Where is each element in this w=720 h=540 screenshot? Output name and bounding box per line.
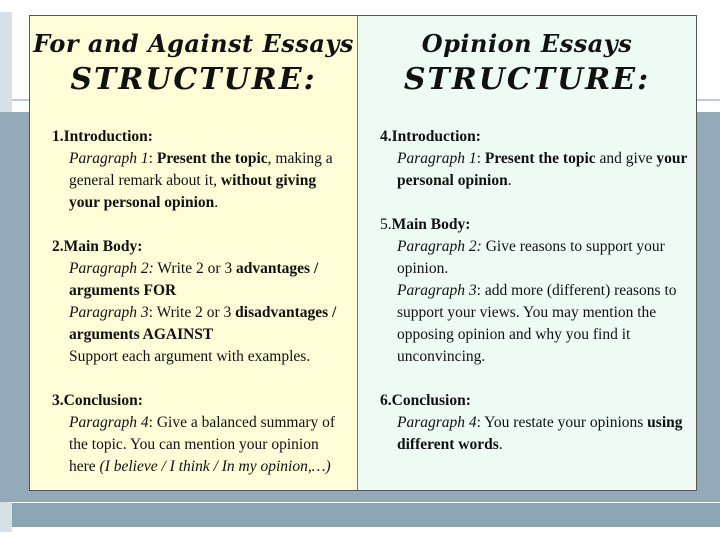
- body-text: .: [507, 172, 512, 189]
- opinion-title: Opinion Essays: [421, 29, 633, 58]
- emphasis-text: disadvantages / arguments AGAINST: [69, 304, 337, 343]
- emphasis-text: using different words: [397, 414, 683, 453]
- paragraph-label: Paragraph 3: [397, 282, 477, 299]
- main-body-support-note: Support each argument with examples.: [69, 348, 311, 365]
- for-against-content: [30, 126, 357, 478]
- body-text: Write 2 or 3: [153, 260, 236, 277]
- introduction-paragraph: [380, 148, 688, 192]
- section-conclusion-title: 3.Conclusion:: [52, 392, 143, 409]
- section-main-body-title: [380, 214, 688, 236]
- paragraph-label: Paragraph 3: [69, 304, 149, 321]
- body-text: .: [498, 436, 503, 453]
- section-title-text: Main Body:: [391, 216, 471, 233]
- main-body-paragraph-3: [52, 302, 345, 346]
- separator: :: [148, 150, 157, 167]
- for-against-title: For and Against Essays: [33, 29, 354, 58]
- for-against-structure-label: STRUCTURE:: [70, 62, 317, 97]
- paragraph-label: Paragraph 4: [69, 414, 149, 431]
- emphasis-text: Present the topic: [484, 150, 596, 167]
- introduction-paragraph: [52, 148, 345, 214]
- paragraph-label: Paragraph 2:: [69, 260, 154, 277]
- main-body-paragraph-3: [380, 280, 688, 368]
- for-against-heading: [30, 28, 357, 100]
- emphasis-text: Present the topic: [156, 150, 268, 167]
- section-main-body-title: [52, 236, 345, 258]
- main-body-paragraph-2: [52, 258, 345, 302]
- main-body-paragraph-2: [380, 236, 688, 280]
- for-against-column: [30, 16, 358, 490]
- body-text: : Give a balanced summary of the topic. You can mention your opinion here: [69, 414, 336, 475]
- body-text: : add more (different) reasons to support your views. You may mention the opposing opinion and why you find it unconvincing.: [397, 282, 677, 365]
- paragraph-label: Paragraph 4: [397, 414, 477, 431]
- body-text: Give reasons to support your opinion.: [397, 238, 665, 277]
- paragraph-label: Paragraph 1: [397, 150, 477, 167]
- emphasis-text: advantages / arguments FOR: [69, 260, 319, 299]
- body-text: .: [214, 194, 219, 211]
- body-text: : Write 2 or 3: [148, 304, 236, 321]
- section-number: 5.: [380, 216, 392, 233]
- body-text: , making a general remark about it,: [69, 150, 333, 189]
- body-text: : You restate your opinions: [476, 414, 648, 431]
- section-introduction-title: 4.Introduction:: [380, 128, 481, 145]
- essay-structure-table: [29, 15, 697, 491]
- emphasis-text: your personal opinion: [397, 150, 688, 189]
- emphasis-text: without giving your personal opinion: [69, 172, 317, 211]
- body-text: and give: [595, 150, 657, 167]
- conclusion-paragraph: [380, 412, 688, 456]
- paragraph-label: Paragraph 2:: [397, 238, 482, 255]
- slide-bottom-bar: [12, 503, 720, 527]
- paragraph-label: Paragraph 1: [69, 150, 149, 167]
- separator: :: [476, 150, 485, 167]
- opinion-column: [358, 16, 696, 490]
- section-introduction-title: 1.Introduction:: [52, 128, 153, 145]
- conclusion-paragraph: [52, 412, 345, 478]
- section-conclusion-title: 6.Conclusion:: [380, 392, 471, 409]
- section-title-text: Main Body:: [63, 238, 143, 255]
- section-number: 2.: [52, 238, 64, 255]
- opinion-content: [358, 126, 696, 456]
- opinion-structure-label: STRUCTURE:: [403, 62, 651, 97]
- opinion-heading: [358, 28, 696, 100]
- example-phrases: (I believe / I think / In my opinion,…): [99, 458, 331, 475]
